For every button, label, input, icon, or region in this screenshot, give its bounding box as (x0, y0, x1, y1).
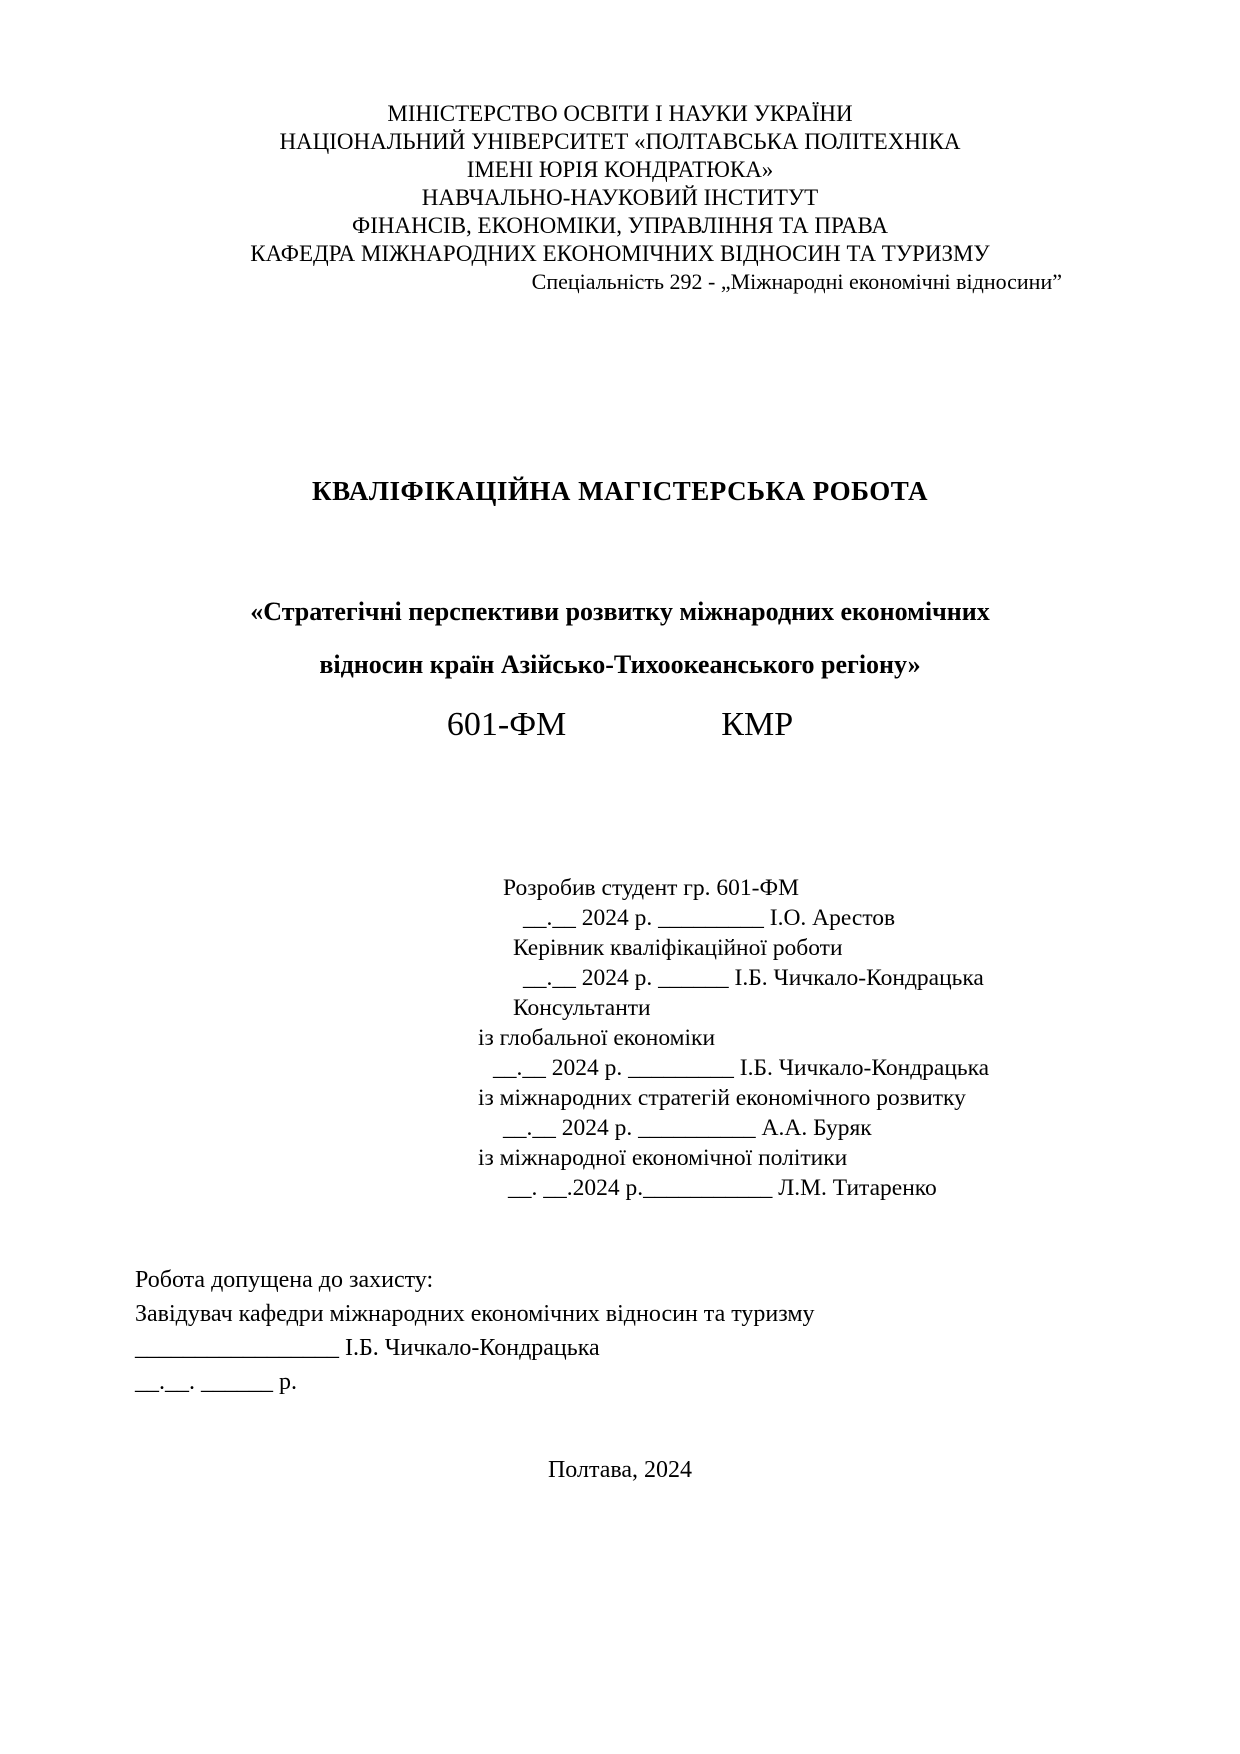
admission-line: Робота допущена до захисту: (135, 1267, 434, 1293)
university-line-1: НАЦІОНАЛЬНИЙ УНІВЕРСИТЕТ «ПОЛТАВСЬКА ПОЛІТЕХНІКА (279, 129, 961, 154)
consultant-1-signature-line: __.__ 2024 р. _________ І.Б. Чичкало-Кондрацька (493, 1055, 990, 1081)
group-row (0, 705, 1240, 745)
consultant-3-subject: із міжнародної економічної політики (478, 1145, 848, 1171)
consultant-3-signature-line: __. __.2024 р.___________ Л.М. Титаренко (508, 1175, 937, 1201)
signature-block (478, 873, 1240, 1203)
university-line-2: ІМЕНІ ЮРІЯ КОНДРАТЮКА» (466, 157, 774, 182)
work-type-title: КВАЛІФІКАЦІЙНА МАГІСТЕРСЬКА РОБОТА (312, 476, 928, 506)
city-year-line: Полтава, 2024 (547, 1457, 693, 1483)
department-line: КАФЕДРА МІЖНАРОДНИХ ЕКОНОМІЧНИХ ВІДНОСИН ТА ТУРИЗМУ (250, 241, 990, 266)
institute-line-2: ФІНАНСІВ, ЕКОНОМІКИ, УПРАВЛІННЯ ТА ПРАВА (352, 213, 888, 238)
supervisor-signature-line: __.__ 2024 р. ______ І.Б. Чичкало-Кондрацька (523, 965, 984, 991)
thesis-title-line-1: «Стратегічні перспективи розвитку міжнародних економічних (250, 597, 990, 626)
document-header (0, 0, 1240, 296)
student-signature-line: __.__ 2024 р. _________ І.О. Арестов (523, 905, 896, 931)
ministry-line: МІНІСТЕРСТВО ОСВІТИ І НАУКИ УКРАЇНИ (387, 101, 853, 126)
department-head-line: Завідувач кафедри міжнародних економічних відносин та туризму (135, 1301, 815, 1327)
consultant-2-signature-line: __.__ 2024 р. __________ А.А. Буряк (503, 1115, 872, 1141)
group-code: 601-ФМ (446, 706, 567, 743)
thesis-title (0, 585, 1240, 691)
consultant-1-subject: із глобальної економіки (478, 1025, 716, 1051)
supervisor-line: Керівник кваліфікаційної роботи (513, 935, 843, 961)
institute-line-1: НАВЧАЛЬНО-НАУКОВИЙ ІНСТИТУТ (421, 185, 819, 210)
thesis-title-line-2: відносин країн Азійсько-Тихоокеанського регіону» (319, 650, 921, 679)
work-code: КМР (721, 706, 794, 743)
admission-block (135, 1263, 1240, 1399)
student-line: Розробив студент гр. 601-ФМ (503, 875, 799, 901)
consultants-line: Консультанти (513, 995, 651, 1021)
department-head-signature: _________________ І.Б. Чичкало-Кондрацька (135, 1335, 600, 1361)
admission-date-line: __.__. ______ р. (135, 1369, 297, 1395)
specialty-line: Спеціальність 292 - „Міжнародні економічні відносини” (531, 269, 1062, 294)
consultant-2-subject: із міжнародних стратегій економічного розвитку (478, 1085, 966, 1111)
